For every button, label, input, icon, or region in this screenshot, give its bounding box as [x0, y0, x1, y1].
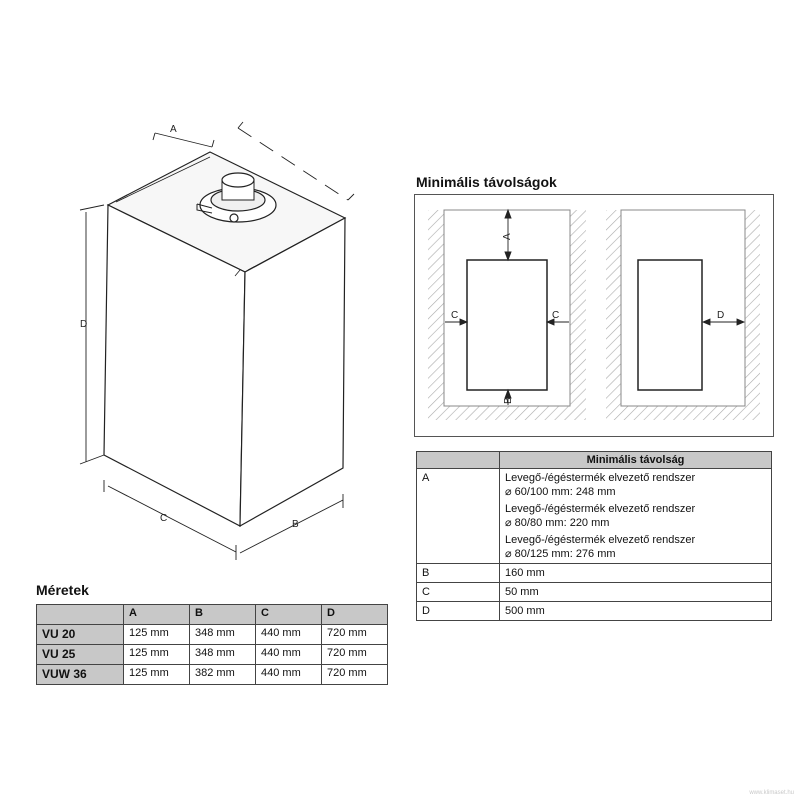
dimensions-header-a: A	[124, 605, 190, 625]
dimensions-header-d: D	[322, 605, 388, 625]
table-row	[417, 469, 772, 564]
distance-value	[500, 469, 772, 564]
dimension-cell: 348 mm	[190, 625, 256, 645]
distance-line: ⌀ 60/100 mm: 248 mm	[505, 486, 616, 498]
clearance-label-a: A	[502, 233, 513, 240]
distance-value: 160 mm	[500, 564, 772, 583]
clearance-right-panel	[606, 210, 760, 420]
dimension-cell: 720 mm	[322, 625, 388, 645]
boiler-outline-right	[638, 260, 702, 390]
dimension-cell: 125 mm	[124, 625, 190, 645]
boiler-label-c: C	[160, 513, 168, 524]
clearance-diagram	[414, 194, 774, 437]
dimensions-header-model	[37, 605, 124, 625]
model-name: VUW 36	[37, 665, 124, 685]
distance-value: 500 mm	[500, 602, 772, 621]
clearance-label-c-right: C	[552, 310, 560, 321]
distance-line: Levegő-/égéstermék elvezető rendszer	[505, 472, 696, 484]
distances-table	[416, 451, 772, 621]
boiler-label-b: B	[292, 519, 299, 530]
distance-key: C	[417, 583, 500, 602]
table-row	[37, 665, 388, 685]
distance-line: Levegő-/égéstermék elvezető rendszer	[505, 503, 696, 515]
boiler-label-a: A	[170, 124, 177, 135]
table-row	[417, 583, 772, 602]
boiler-drawing	[0, 0, 400, 570]
dimension-cell: 440 mm	[256, 645, 322, 665]
dimension-cell: 720 mm	[322, 645, 388, 665]
distance-line: Levegő-/égéstermék elvezető rendszer	[505, 534, 696, 546]
model-name: VU 25	[37, 645, 124, 665]
clearance-label-d: D	[717, 310, 725, 321]
dimension-cell: 382 mm	[190, 665, 256, 685]
dimension-cell: 125 mm	[124, 665, 190, 685]
distance-key: D	[417, 602, 500, 621]
watermark: www.klimaset.hu	[749, 790, 794, 796]
model-name: VU 20	[37, 625, 124, 645]
distance-key: A	[417, 469, 500, 564]
dimension-cell: 720 mm	[322, 665, 388, 685]
table-row	[417, 602, 772, 621]
distance-key: B	[417, 564, 500, 583]
flue-pipe	[222, 173, 254, 187]
distance-value: 50 mm	[500, 583, 772, 602]
distances-header-value: Minimális távolság	[500, 452, 772, 469]
dimensions-header-row	[37, 605, 388, 625]
clearance-label-b: B	[503, 397, 514, 404]
clearance-label-c-left: C	[451, 310, 459, 321]
dimension-cell: 348 mm	[190, 645, 256, 665]
dimension-cell: 440 mm	[256, 665, 322, 685]
dimensions-header-c: C	[256, 605, 322, 625]
boiler-label-d: D	[80, 319, 88, 330]
table-row	[37, 625, 388, 645]
distance-line: ⌀ 80/125 mm: 276 mm	[505, 548, 616, 560]
distances-title: Minimális távolságok	[416, 174, 557, 190]
dimensions-title: Méretek	[36, 582, 89, 598]
table-row	[37, 645, 388, 665]
dimensions-header-b: B	[190, 605, 256, 625]
dimension-cell: 440 mm	[256, 625, 322, 645]
distances-header-row	[417, 452, 772, 469]
boiler-outline-left	[467, 260, 547, 390]
distance-line: ⌀ 80/80 mm: 220 mm	[505, 517, 610, 529]
dimensions-table	[36, 604, 388, 685]
table-row	[417, 564, 772, 583]
distances-header-key	[417, 452, 500, 469]
dimension-cell: 125 mm	[124, 645, 190, 665]
